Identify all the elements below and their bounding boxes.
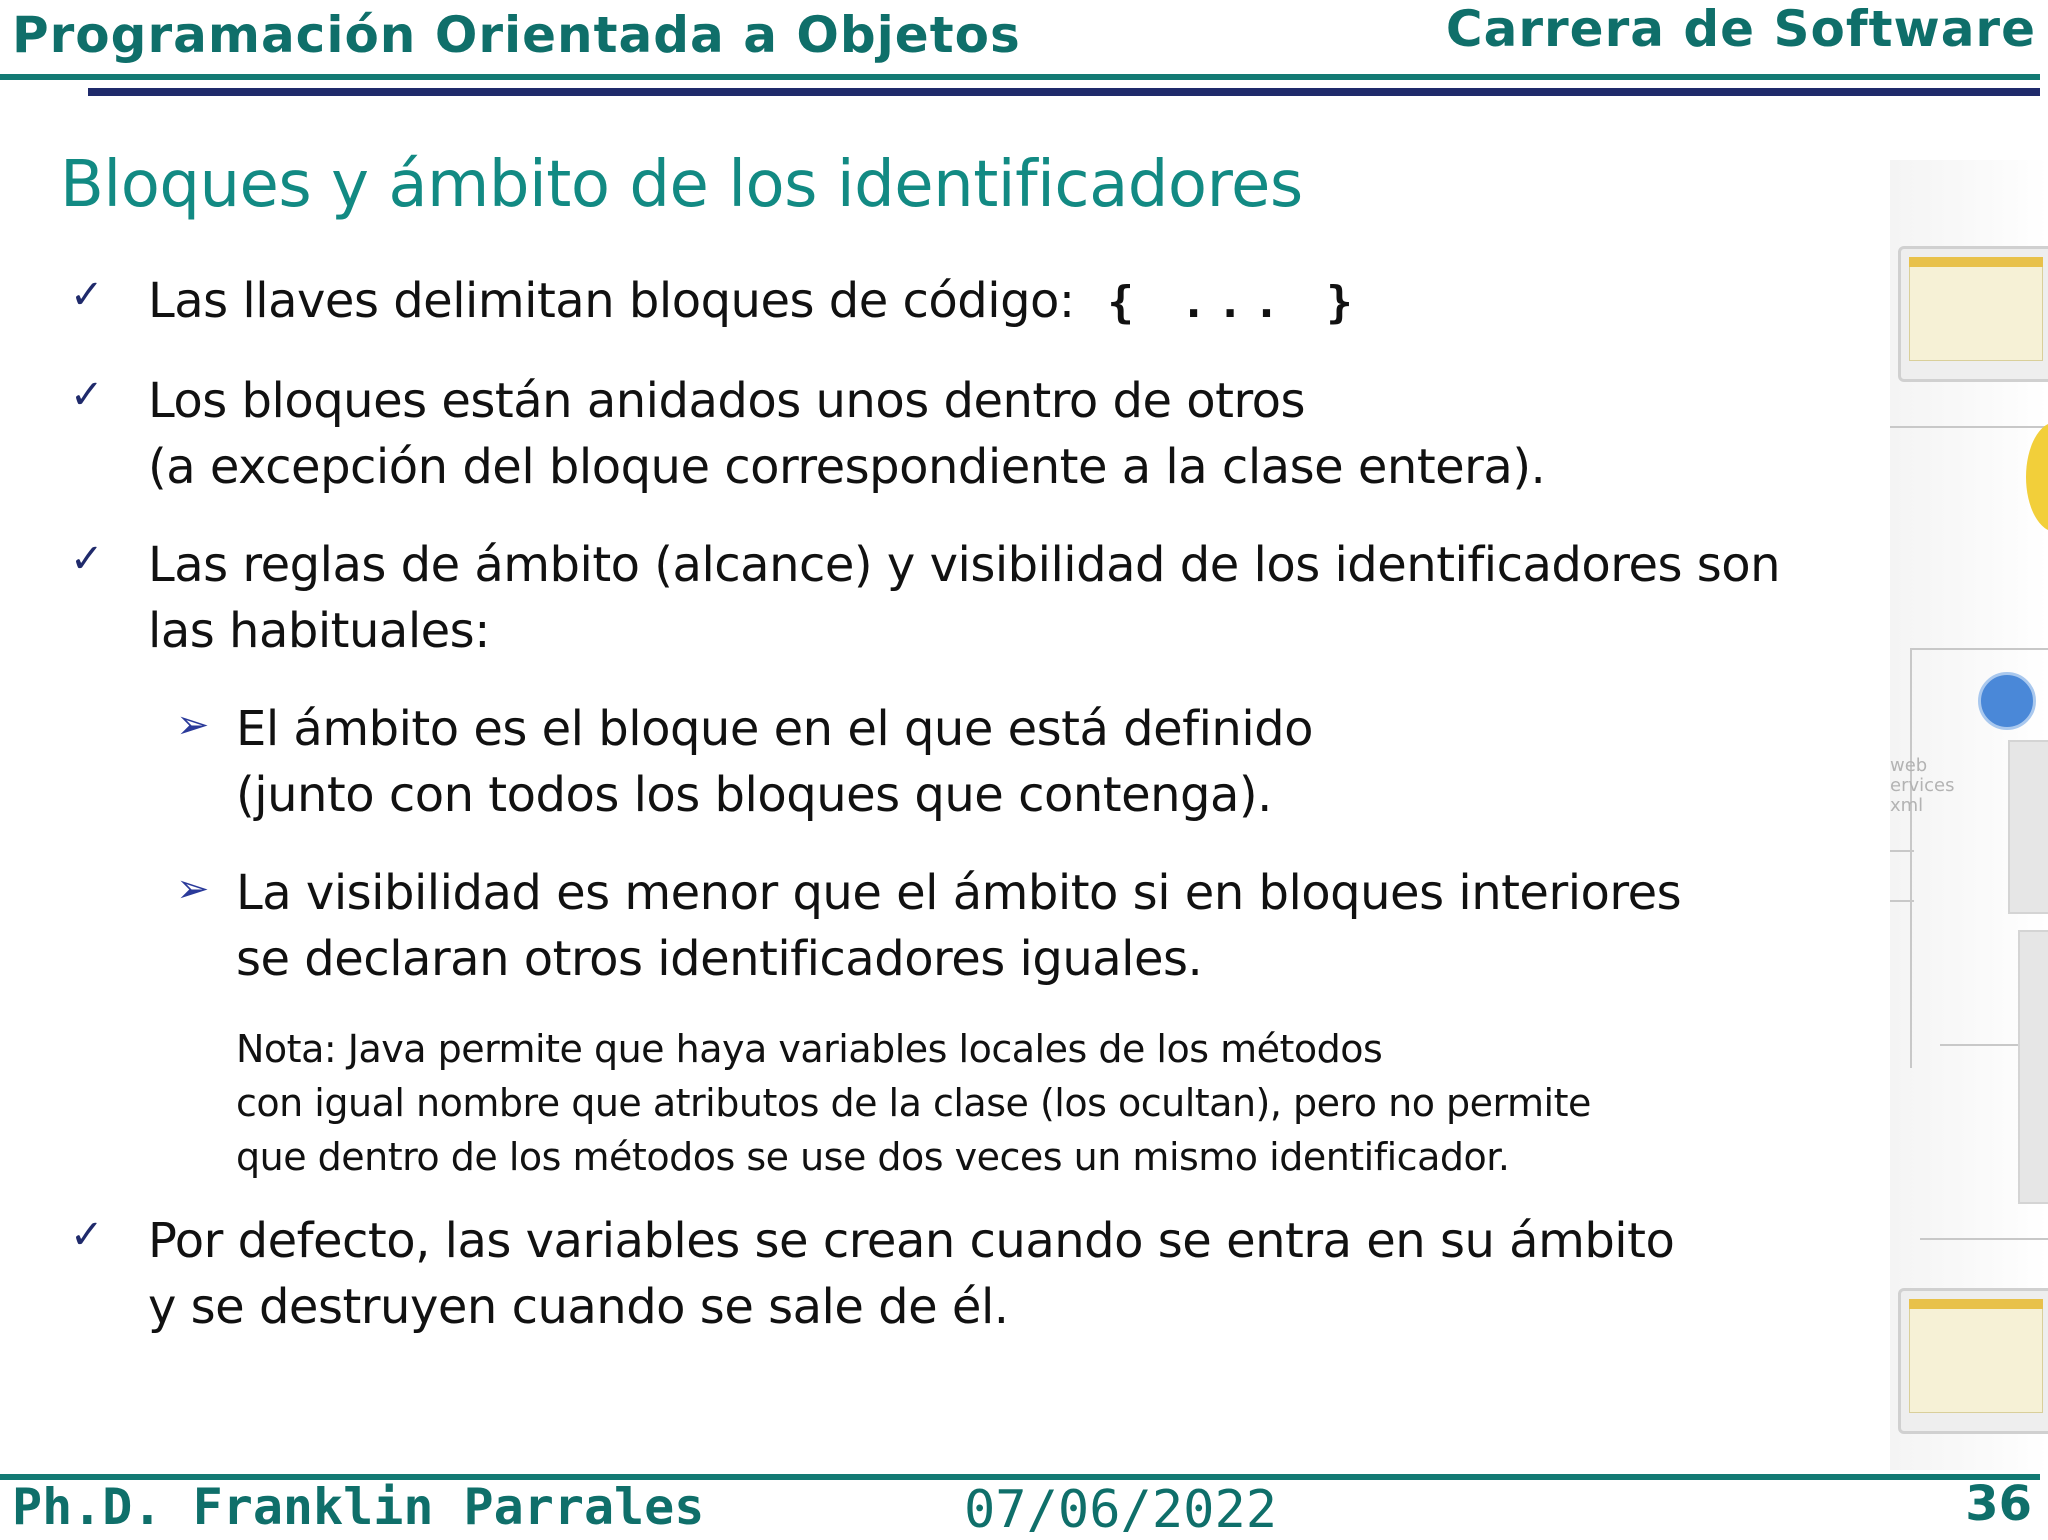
page-number: 36 — [1965, 1476, 2032, 1532]
bullet-text: y se destruyen cuando se sale de él. — [148, 1279, 1009, 1335]
checkmark-icon: ✓ — [70, 272, 104, 318]
note-line: que dentro de los métodos se use dos veces un mismo identificador. — [236, 1135, 1510, 1179]
bullet-text: Los bloques están anidados unos dentro de otros — [148, 373, 1306, 429]
arrowhead-icon: ➢ — [176, 702, 210, 748]
connector-line — [1910, 648, 2048, 650]
bullet-text: (a excepción del bloque correspondiente a la clase entera). — [148, 439, 1546, 495]
note-line: Nota: Java permite que haya variables locales de los métodos — [236, 1027, 1383, 1071]
note-line: con igual nombre que atributos de la clase (los ocultan), pero no permite — [236, 1081, 1591, 1125]
subbullet-item — [236, 860, 1681, 992]
subbullet-text: se declaran otros identificadores iguales. — [236, 931, 1203, 987]
slide-date: 07/06/2022 — [964, 1480, 1278, 1540]
author-name: Ph.D. Franklin Parrales — [12, 1478, 705, 1536]
code-braces: { ... } — [1107, 277, 1363, 328]
bullet-text: Las llaves delimitan bloques de código: — [148, 273, 1075, 329]
arrowhead-icon: ➢ — [176, 866, 210, 912]
program-title: Carrera de Software — [1445, 0, 2036, 58]
bullet-text: las habituales: — [148, 603, 490, 659]
checkmark-icon: ✓ — [70, 372, 104, 418]
connector-line — [1890, 426, 2048, 428]
connector-line — [1910, 648, 1912, 1068]
server-tower-icon — [2008, 740, 2048, 914]
subbullet-text: La visibilidad es menor que el ámbito si en bloques interiores — [236, 865, 1682, 921]
connector-line — [1920, 1238, 2048, 1240]
connector-line — [1890, 850, 1914, 852]
checkmark-icon: ✓ — [70, 1212, 104, 1258]
header-divider-teal — [0, 74, 2040, 80]
side-decoration — [1890, 160, 2048, 1470]
server-tower-icon — [2018, 930, 2048, 1204]
checkmark-icon: ✓ — [70, 536, 104, 582]
blue-plus-icon — [1978, 672, 2036, 730]
header-divider-navy — [88, 88, 2040, 96]
slide-title: Bloques y ámbito de los identificadores — [60, 148, 1303, 222]
bullet-item — [148, 268, 1363, 336]
java-note — [236, 1022, 1591, 1184]
course-title: Programación Orientada a Objetos — [12, 6, 1021, 64]
yellow-globe-icon — [2026, 422, 2048, 532]
bullet-item — [148, 368, 1545, 500]
bullet-text: Por defecto, las variables se crean cuando se entra en su ámbito — [148, 1213, 1675, 1269]
computer-monitor-icon — [1898, 1288, 2048, 1434]
bullet-item — [148, 532, 1780, 664]
bullet-text: Las reglas de ámbito (alcance) y visibilidad de los identificadores son — [148, 537, 1781, 593]
subbullet-text: El ámbito es el bloque en el que está definido — [236, 701, 1313, 757]
web-services-label: web ervices xml — [1890, 755, 1955, 816]
connector-line — [1890, 900, 1914, 902]
subbullet-text: (junto con todos los bloques que contenga). — [236, 767, 1272, 823]
subbullet-item — [236, 696, 1313, 828]
computer-monitor-icon — [1898, 246, 2048, 382]
bullet-item — [148, 1208, 1674, 1340]
